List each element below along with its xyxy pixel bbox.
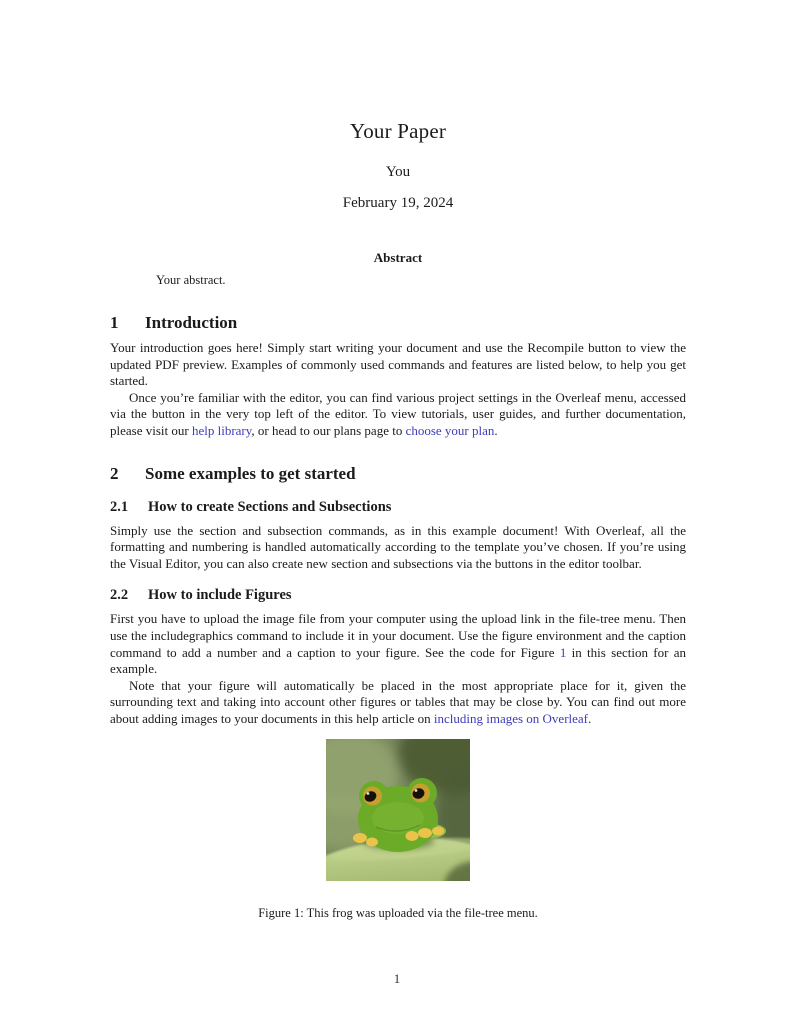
figure-caption: Figure 1: This frog was uploaded via the file-tree menu. (258, 905, 538, 920)
figure-image-wrap (326, 739, 470, 881)
frog-figure-image (326, 739, 470, 881)
choose-your-plan-link[interactable]: choose your plan (405, 422, 495, 438)
section-heading-examples (110, 464, 686, 484)
subsection-number: 2.1 (110, 498, 129, 515)
page-number: 1 (393, 971, 401, 986)
figures-paragraph-2 (110, 678, 686, 728)
figures-p1-text-1: First you have to upload the image file from your computer using the upload link in the file-tree menu. Then use the includegraphics command to include it in your document. Use the figure environment and the caption command to add a number and a caption to your figure. See the code for Figure (110, 611, 686, 660)
abstract-heading: Abstract (373, 250, 423, 265)
figures-paragraph-1 (110, 611, 686, 677)
abstract-text: Your abstract. (156, 273, 226, 287)
subsection-heading-create-sections (110, 499, 686, 516)
paper-author: You (385, 164, 411, 180)
figures-p2-text-2: . (588, 710, 592, 726)
subsection-heading-include-figures (110, 587, 686, 604)
section-title: Some examples to get started (145, 463, 356, 483)
section-heading-introduction (110, 313, 686, 333)
subsection-number: 2.2 (110, 587, 129, 604)
figures-p2-text-1: Note that your figure will automatically be placed in the most appropriate place for it, given the surrounding text and taking into account other figures or tables that may be close by. You can find out more about adding images to your documents in this help article on (110, 677, 686, 726)
frog-snout-highlight (372, 802, 424, 834)
section-title: Introduction (145, 313, 238, 332)
document-content (110, 0, 686, 921)
create-sections-paragraph: Simply use the section and subsection commands, as in this example document! With Overleaf, all the formatting and numbering is handled automatically according to the template you’ve chosen. If you’re using the Visual Editor, you can also create new section and subsections via the buttons in the editor toolbar. (110, 522, 686, 571)
frog-eye-glint-left (367, 792, 370, 795)
title-block (110, 119, 686, 212)
paper-date: February 19, 2024 (342, 195, 454, 211)
intro-paragraph-1: Your introduction goes here! Simply start writing your document and use the Recompile button to view the updated PDF preview. Examples of commonly used commands and features are listed below, to help you get started. (110, 340, 686, 389)
section-number: 1 (110, 313, 119, 332)
intro-p2-text-3: . (494, 422, 498, 438)
section-number: 2 (110, 463, 119, 483)
including-images-link[interactable]: including images on Overleaf (433, 710, 589, 726)
intro-paragraph-2 (110, 390, 686, 440)
figure-1-ref-link[interactable]: 1 (559, 644, 567, 660)
figures-p1-text-2: in this section for an example. (110, 644, 686, 677)
subsection-title: How to include Figures (148, 587, 292, 604)
paper-title: Your Paper (349, 119, 447, 143)
figure-block (110, 739, 686, 921)
abstract-block (110, 250, 686, 288)
help-library-link[interactable]: help library (191, 422, 252, 438)
intro-p2-text-1: Once you’re familiar with the editor, you can find various project settings in the Overleaf menu, accessed via the button in the very top left of the editor. To view tutorials, user guides, and further documentation, please visit our (110, 389, 686, 438)
intro-p2-text-2: , or head to our plans page to (251, 422, 406, 438)
subsection-title: How to create Sections and Subsections (148, 498, 392, 515)
frog-eye-glint-right (415, 789, 418, 792)
